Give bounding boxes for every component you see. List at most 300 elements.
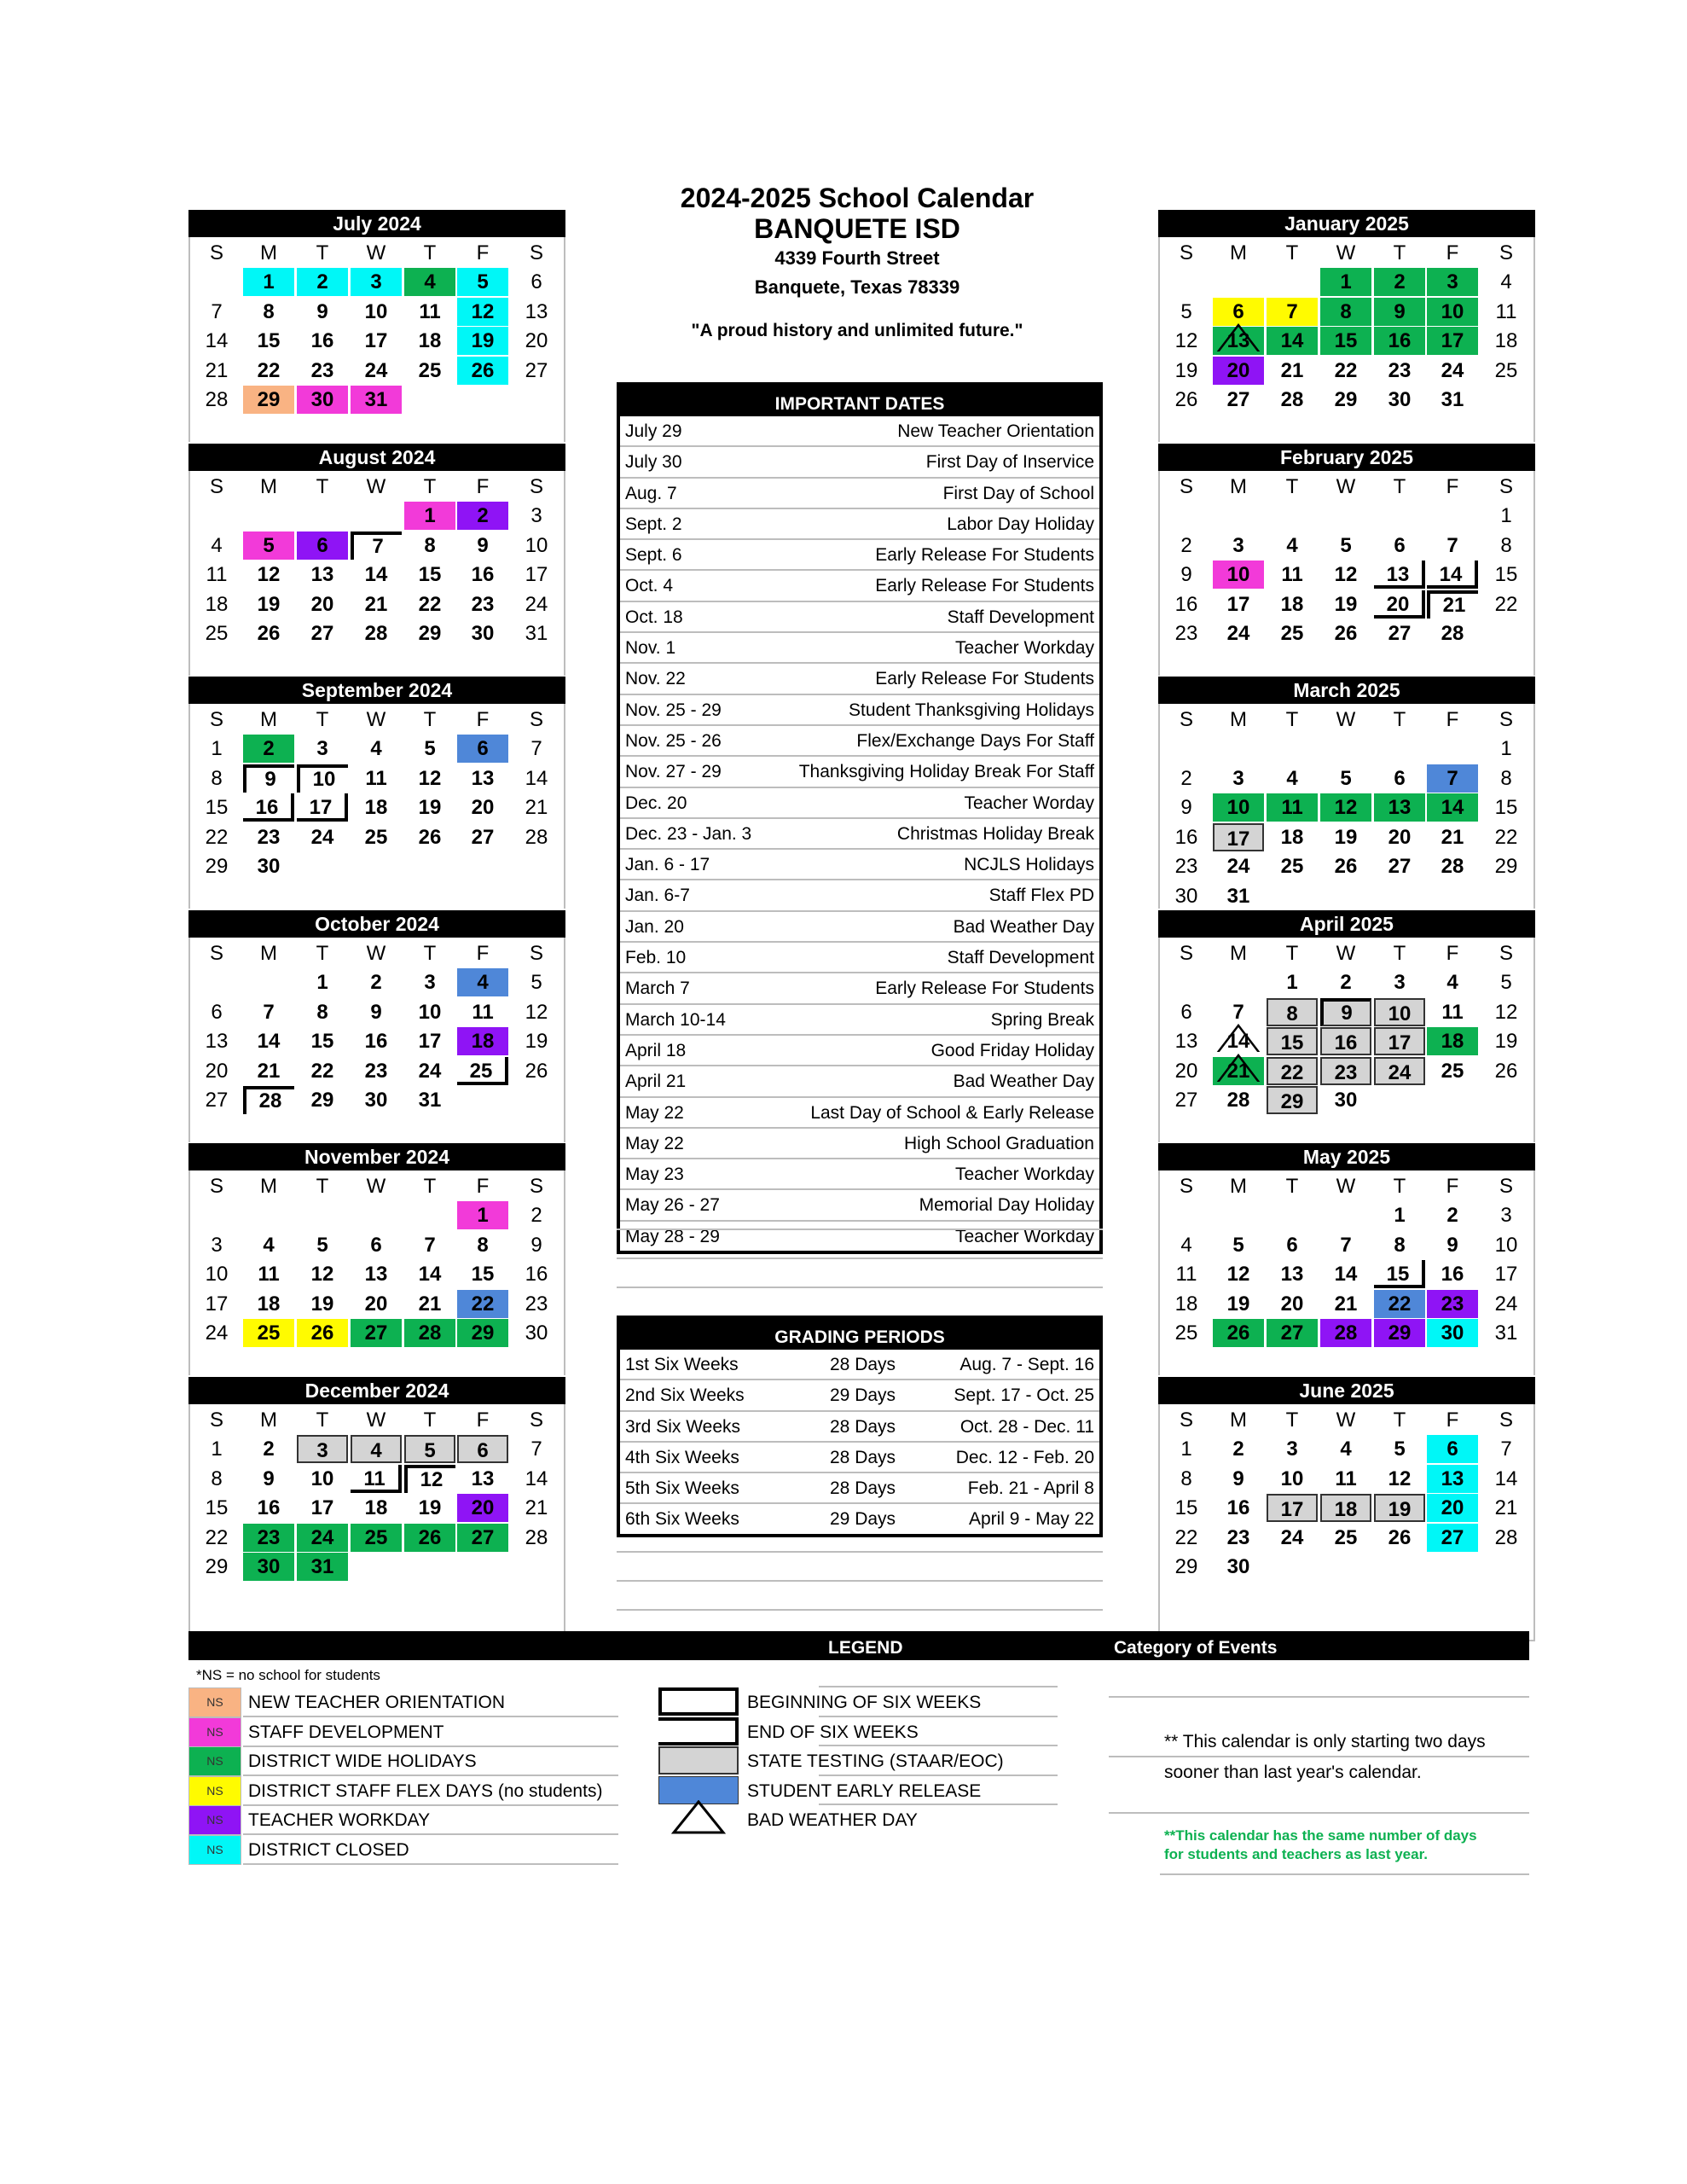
period-days: 28 Days <box>830 1447 896 1467</box>
calendar-day: 4 <box>1180 1233 1192 1257</box>
calendar-day: 15 <box>1494 563 1518 586</box>
important-date: Sept. 6 <box>625 545 682 566</box>
month-calendar <box>1158 1143 1535 1375</box>
calendar-day: 16 <box>1174 592 1198 616</box>
calendar-day: 3 <box>1500 1204 1512 1227</box>
calendar-day: 5 <box>243 531 294 560</box>
grading-period-row <box>620 1473 1099 1504</box>
weekday-header: S <box>1179 1175 1193 1198</box>
title-block <box>614 183 1100 341</box>
calendar-day: 2 <box>457 502 508 530</box>
calendar-day: 13 <box>1280 1263 1304 1286</box>
weekday-header: W <box>366 1409 386 1432</box>
calendar-day: 22 <box>257 358 281 382</box>
important-date: May 26 - 27 <box>625 1195 720 1216</box>
blank-line <box>617 1287 1103 1288</box>
calendar-day: 14 <box>1213 1027 1264 1055</box>
calendar-day: 17 <box>1213 823 1264 851</box>
calendar-day: 13 <box>205 1030 229 1053</box>
important-date: Nov. 1 <box>625 638 676 659</box>
calendar-day: 21 <box>1441 825 1464 849</box>
weekday-header: F <box>1446 1409 1459 1432</box>
period-name: 6th Six Weeks <box>625 1509 739 1530</box>
calendar-day: 12 <box>310 1263 334 1286</box>
legend-label: STATE TESTING (STAAR/EOC) <box>747 1751 1004 1771</box>
calendar-day: 27 <box>1174 1089 1198 1112</box>
legend-line <box>243 1833 618 1835</box>
calendar-day: 28 <box>1441 855 1464 878</box>
important-event: Student Thanksgiving Holidays <box>849 700 1094 720</box>
calendar-day: 22 <box>1174 1525 1198 1549</box>
important-date-row <box>620 1190 1099 1221</box>
calendar-day: 1 <box>1320 268 1371 296</box>
month-grid <box>188 704 565 909</box>
city-address: Banquete, Texas 78339 <box>754 276 960 298</box>
calendar-day: 2 <box>263 1438 275 1461</box>
weekday-header: S <box>209 1175 223 1198</box>
calendar-day: 12 <box>457 298 508 326</box>
calendar-day: 22 <box>1494 825 1518 849</box>
important-event: Teacher Workday <box>954 1226 1094 1246</box>
legend-swatch: NS <box>188 1717 241 1747</box>
calendar-day: 21 <box>1334 1292 1358 1316</box>
calendar-day: 5 <box>1500 971 1512 994</box>
calendar-day: 2 <box>1232 1438 1244 1461</box>
calendar-day: 22 <box>457 1290 508 1318</box>
calendar-day: 14 <box>1427 561 1478 589</box>
important-event: Last Day of School & Early Release <box>810 1102 1094 1123</box>
month-grid <box>1158 237 1535 442</box>
weekday-header: W <box>366 942 386 965</box>
month-grid <box>1158 471 1535 676</box>
calendar-day: 27 <box>471 825 495 849</box>
month-grid <box>188 1404 565 1641</box>
month-grid <box>188 1170 565 1375</box>
legend-line <box>243 1863 618 1865</box>
calendar-day: 23 <box>1226 1525 1250 1549</box>
calendar-day: 10 <box>1280 1467 1304 1490</box>
weekday-header: S <box>1499 475 1513 498</box>
calendar-day: 3 <box>351 268 402 296</box>
calendar-day: 25 <box>1174 1321 1198 1345</box>
legend-line <box>243 1774 618 1776</box>
month-title: February 2025 <box>1158 444 1535 471</box>
calendar-day: 26 <box>525 1059 548 1083</box>
calendar-day: 25 <box>418 358 442 382</box>
calendar-day: 28 <box>525 1525 548 1549</box>
calendar-day: 18 <box>1320 1494 1371 1522</box>
important-date-row <box>620 447 1099 478</box>
calendar-day: 18 <box>1174 1292 1198 1316</box>
month-calendar <box>1158 677 1535 909</box>
grading-periods-title: GRADING PERIODS <box>620 1319 1099 1350</box>
weekday-header: S <box>1179 475 1193 498</box>
legend-label: STUDENT EARLY RELEASE <box>747 1780 982 1801</box>
calendar-day: 6 <box>1394 766 1406 790</box>
period-name: 2nd Six Weeks <box>625 1385 745 1406</box>
important-event: Teacher Workday <box>954 638 1094 659</box>
weekday-header: M <box>1230 1409 1247 1432</box>
calendar-day: 14 <box>525 1467 548 1490</box>
calendar-day: 6 <box>1427 1435 1478 1463</box>
important-event: First Day of School <box>942 483 1094 503</box>
calendar-day: 1 <box>457 1201 508 1229</box>
legend-line <box>1109 1756 1529 1757</box>
important-date-row <box>620 664 1099 694</box>
calendar-day: 12 <box>404 1465 455 1493</box>
calendar-day: 15 <box>418 563 442 586</box>
calendar-day: 14 <box>257 1030 281 1053</box>
calendar-day: 7 <box>530 1438 542 1461</box>
calendar-day: 25 <box>1334 1525 1358 1549</box>
calendar-day: 24 <box>364 358 388 382</box>
period-days: 28 Days <box>830 1355 896 1374</box>
calendar-day: 6 <box>530 270 542 293</box>
calendar-day: 29 <box>1374 1319 1425 1347</box>
calendar-day: 20 <box>1174 1059 1198 1083</box>
important-event: Teacher Workday <box>954 1165 1094 1185</box>
month-title: November 2024 <box>188 1143 565 1170</box>
calendar-day: 30 <box>297 386 348 414</box>
calendar-day: 14 <box>364 563 388 586</box>
calendar-day: 24 <box>1441 358 1464 382</box>
ns-note: *NS = no school for students <box>196 1667 380 1683</box>
month-calendar <box>188 1143 565 1375</box>
calendar-day: 29 <box>1174 1555 1198 1578</box>
weekday-header: T <box>1393 241 1406 264</box>
important-date: July 29 <box>625 421 682 441</box>
important-event: High School Graduation <box>904 1133 1094 1153</box>
important-date-row <box>620 1036 1099 1066</box>
bad-weather-triangle-icon <box>658 1805 739 1833</box>
calendar-day: 25 <box>1441 1059 1464 1083</box>
calendar-day: 22 <box>1374 1290 1425 1318</box>
weekday-header: T <box>423 942 437 965</box>
period-dates: Feb. 21 - April 8 <box>967 1478 1094 1499</box>
calendar-day: 21 <box>257 1059 281 1083</box>
calendar-day: 9 <box>316 299 328 323</box>
calendar-day: 26 <box>297 1319 348 1347</box>
calendar-day: 28 <box>1494 1525 1518 1549</box>
calendar-day: 1 <box>404 502 455 530</box>
weekday-header: T <box>1285 942 1299 965</box>
calendar-day: 21 <box>205 358 229 382</box>
calendar-day: 12 <box>1226 1263 1250 1286</box>
weekday-header: T <box>316 1409 329 1432</box>
month-title: October 2024 <box>188 910 565 938</box>
legend-label: BAD WEATHER DAY <box>747 1810 918 1830</box>
calendar-day: 14 <box>418 1263 442 1286</box>
calendar-day: 15 <box>1174 1496 1198 1519</box>
calendar-day: 16 <box>1174 825 1198 849</box>
important-date: Dec. 20 <box>625 793 687 813</box>
calendar-day: 20 <box>525 329 548 352</box>
calendar-day: 6 <box>211 1000 223 1024</box>
calendar-day: 3 <box>1394 971 1406 994</box>
weekday-header: F <box>476 475 490 498</box>
calendar-day: 5 <box>457 268 508 296</box>
calendar-day: 3 <box>530 504 542 527</box>
weekday-header: F <box>476 241 490 264</box>
calendar-day: 31 <box>1494 1321 1518 1345</box>
calendar-day: 26 <box>1174 388 1198 411</box>
important-date-row <box>620 1066 1099 1097</box>
calendar-day: 16 <box>1226 1496 1250 1519</box>
calendar-day: 30 <box>1226 1555 1250 1578</box>
calendar-day: 2 <box>1446 1204 1458 1227</box>
calendar-day: 27 <box>351 1319 402 1347</box>
important-date: March 10-14 <box>625 1009 726 1030</box>
calendar-day: 30 <box>1427 1319 1478 1347</box>
important-event: Bad Weather Day <box>953 1072 1094 1092</box>
period-days: 29 Days <box>830 1509 896 1530</box>
important-date: May 22 <box>625 1133 684 1153</box>
important-event: Good Friday Holiday <box>930 1040 1094 1060</box>
important-date: Nov. 25 - 29 <box>625 700 722 720</box>
important-date-row <box>620 912 1099 943</box>
calendar-day: 26 <box>1334 622 1358 645</box>
calendar-day: 13 <box>1374 793 1425 822</box>
calendar-day: 9 <box>243 764 294 793</box>
weekday-header: S <box>529 1409 543 1432</box>
legend-label: DISTRICT CLOSED <box>248 1839 409 1860</box>
calendar-day: 3 <box>424 971 436 994</box>
important-date-row <box>620 850 1099 880</box>
calendar-day: 10 <box>205 1263 229 1286</box>
important-date-row <box>620 1098 1099 1129</box>
calendar-day: 7 <box>1446 533 1458 557</box>
weekday-header: T <box>1285 475 1299 498</box>
weekday-header: T <box>316 1175 329 1198</box>
calendar-day: 29 <box>457 1319 508 1347</box>
important-date-row <box>620 757 1099 787</box>
weekday-header: S <box>529 475 543 498</box>
calendar-day: 6 <box>457 735 508 763</box>
calendar-day: 16 <box>310 329 334 352</box>
important-event: Labor Day Holiday <box>947 514 1094 534</box>
weekday-header: T <box>316 942 329 965</box>
weekday-header: S <box>209 475 223 498</box>
calendar-day: 25 <box>364 825 388 849</box>
calendar-day: 18 <box>1427 1027 1478 1055</box>
calendar-day: 10 <box>525 533 548 557</box>
calendar-day: 14 <box>525 766 548 790</box>
period-name: 4th Six Weeks <box>625 1447 739 1467</box>
weekday-header: T <box>1393 942 1406 965</box>
important-date: Nov. 27 - 29 <box>625 762 722 782</box>
calendar-day: 15 <box>471 1263 495 1286</box>
legend-line <box>1109 1812 1529 1814</box>
important-date-row <box>620 943 1099 973</box>
period-dates: April 9 - May 22 <box>968 1509 1094 1530</box>
calendar-day: 9 <box>1374 298 1425 326</box>
calendar-day: 28 <box>525 825 548 849</box>
month-grid <box>1158 1170 1535 1375</box>
calendar-day: 21 <box>418 1292 442 1316</box>
calendar-day: 26 <box>418 825 442 849</box>
calendar-day: 10 <box>364 299 388 323</box>
calendar-day: 20 <box>310 592 334 616</box>
weekday-header: S <box>209 942 223 965</box>
important-event: Early Release For Students <box>875 545 1094 566</box>
calendar-day: 9 <box>1320 998 1371 1026</box>
grading-period-row <box>620 1443 1099 1473</box>
important-date: Oct. 18 <box>625 607 683 627</box>
calendar-day: 28 <box>1226 1089 1250 1112</box>
calendar-day: 5 <box>530 971 542 994</box>
calendar-day: 18 <box>257 1292 281 1316</box>
month-grid <box>188 237 565 442</box>
bad-weather-triangle-icon <box>1213 1054 1264 1082</box>
weekday-header: W <box>1336 942 1356 965</box>
calendar-day: 15 <box>1374 1260 1425 1288</box>
weekday-header: S <box>209 708 223 731</box>
calendar-day: 4 <box>1286 533 1298 557</box>
calendar-day: 15 <box>257 329 281 352</box>
calendar-day: 17 <box>297 793 348 822</box>
important-date: Nov. 25 - 26 <box>625 730 722 751</box>
calendar-day: 22 <box>1267 1057 1318 1085</box>
calendar-day: 29 <box>1334 388 1358 411</box>
calendar-day: 9 <box>263 1467 275 1490</box>
period-dates: Sept. 17 - Oct. 25 <box>954 1385 1094 1406</box>
calendar-day: 7 <box>1427 764 1478 793</box>
legend-symbol <box>658 1717 739 1745</box>
weekday-header: T <box>316 708 329 731</box>
calendar-day: 28 <box>1441 622 1464 645</box>
calendar-day: 19 <box>1334 825 1358 849</box>
calendar-day: 12 <box>418 766 442 790</box>
calendar-day: 11 <box>1281 563 1303 586</box>
calendar-day: 16 <box>1441 1263 1464 1286</box>
legend-label: STAFF DEVELOPMENT <box>248 1722 444 1742</box>
calendar-day: 20 <box>1374 590 1425 619</box>
legend-label: DISTRICT WIDE HOLIDAYS <box>248 1751 477 1771</box>
legend-line <box>819 1804 1058 1805</box>
calendar-day: 28 <box>205 388 229 411</box>
calendar-day: 15 <box>205 1496 229 1519</box>
calendar-day: 12 <box>1494 1000 1518 1024</box>
calendar-day: 11 <box>1495 299 1517 323</box>
calendar-day: 29 <box>205 855 229 878</box>
calendar-day: 9 <box>1180 796 1192 819</box>
calendar-day: 21 <box>525 1496 548 1519</box>
calendar-day: 5 <box>424 737 436 760</box>
month-title: August 2024 <box>188 444 565 471</box>
month-calendar <box>1158 910 1535 1142</box>
legend-swatch: NS <box>188 1687 241 1717</box>
calendar-day: 27 <box>1226 388 1250 411</box>
weekday-header: S <box>1499 1409 1513 1432</box>
calendar-day: 19 <box>1374 1494 1425 1522</box>
month-title: July 2024 <box>188 210 565 237</box>
important-date: March 7 <box>625 979 690 999</box>
calendar-day: 10 <box>297 764 348 793</box>
calendar-day: 27 <box>310 622 334 645</box>
calendar-day: 23 <box>1174 622 1198 645</box>
calendar-day: 19 <box>418 796 442 819</box>
legend-swatch: NS <box>188 1746 241 1776</box>
street-address: 4339 Fourth Street <box>774 247 940 269</box>
important-date: Jan. 6-7 <box>625 886 690 906</box>
important-date-row <box>620 1222 1099 1251</box>
weekday-header: F <box>1446 1175 1459 1198</box>
calendar-day: 19 <box>1174 358 1198 382</box>
weekday-header: S <box>529 1175 543 1198</box>
calendar-day: 3 <box>297 1435 348 1463</box>
calendar-day: 18 <box>457 1027 508 1055</box>
calendar-day: 22 <box>418 592 442 616</box>
calendar-day: 28 <box>1320 1319 1371 1347</box>
calendar-day: 7 <box>530 737 542 760</box>
legend-label: NEW TEACHER ORIENTATION <box>248 1693 506 1712</box>
calendar-day: 20 <box>1388 825 1412 849</box>
blank-line <box>617 1228 1103 1230</box>
calendar-day: 7 <box>263 1000 275 1024</box>
weekday-header: F <box>476 1175 490 1198</box>
category-title: Category of Events <box>1114 1638 1278 1658</box>
calendar-day: 16 <box>525 1263 548 1286</box>
legend-line <box>1160 1873 1529 1875</box>
weekday-header: T <box>316 241 329 264</box>
calendar-day: 12 <box>525 1000 548 1024</box>
calendar-day: 8 <box>316 1000 328 1024</box>
calendar-day: 7 <box>1500 1438 1512 1461</box>
calendar-day: 28 <box>243 1086 294 1114</box>
calendar-day: 19 <box>1494 1030 1518 1053</box>
calendar-day: 24 <box>1280 1525 1304 1549</box>
weekday-header: T <box>1285 1409 1299 1432</box>
calendar-day: 18 <box>364 796 388 819</box>
legend-line <box>819 1745 1058 1746</box>
blank-line <box>617 1258 1103 1259</box>
calendar-day: 13 <box>1213 327 1264 355</box>
calendar-day: 8 <box>1394 1233 1406 1257</box>
weekday-header: S <box>1499 241 1513 264</box>
month-calendar <box>1158 210 1535 442</box>
calendar-day: 9 <box>477 533 489 557</box>
calendar-day: 1 <box>316 971 328 994</box>
important-date-row <box>620 416 1099 447</box>
weekday-header: T <box>1393 475 1406 498</box>
calendar-day: 12 <box>257 563 281 586</box>
important-date: July 30 <box>625 452 682 473</box>
calendar-day: 29 <box>243 386 294 414</box>
calendar-day: 7 <box>351 531 402 560</box>
calendar-day: 4 <box>457 968 508 996</box>
calendar-day: 1 <box>1394 1204 1406 1227</box>
calendar-day: 6 <box>370 1233 382 1257</box>
weekday-header: T <box>1393 1409 1406 1432</box>
calendar-day: 14 <box>205 329 229 352</box>
calendar-day: 5 <box>1394 1438 1406 1461</box>
calendar-day: 1 <box>243 268 294 296</box>
weekday-header: S <box>1499 942 1513 965</box>
period-days: 28 Days <box>830 1478 896 1499</box>
calendar-day: 7 <box>424 1233 436 1257</box>
important-date: Feb. 10 <box>625 948 687 968</box>
calendar-day: 8 <box>211 1467 223 1490</box>
calendar-day: 29 <box>205 1555 229 1578</box>
calendar-day: 16 <box>1374 327 1425 355</box>
important-date-row <box>620 1005 1099 1036</box>
weekday-header: M <box>260 1175 277 1198</box>
calendar-day: 4 <box>1446 971 1458 994</box>
calendar-day: 12 <box>1174 329 1198 352</box>
period-days: 29 Days <box>830 1385 896 1406</box>
calendar-day: 14 <box>1267 327 1318 355</box>
calendar-day: 11 <box>1335 1467 1357 1490</box>
